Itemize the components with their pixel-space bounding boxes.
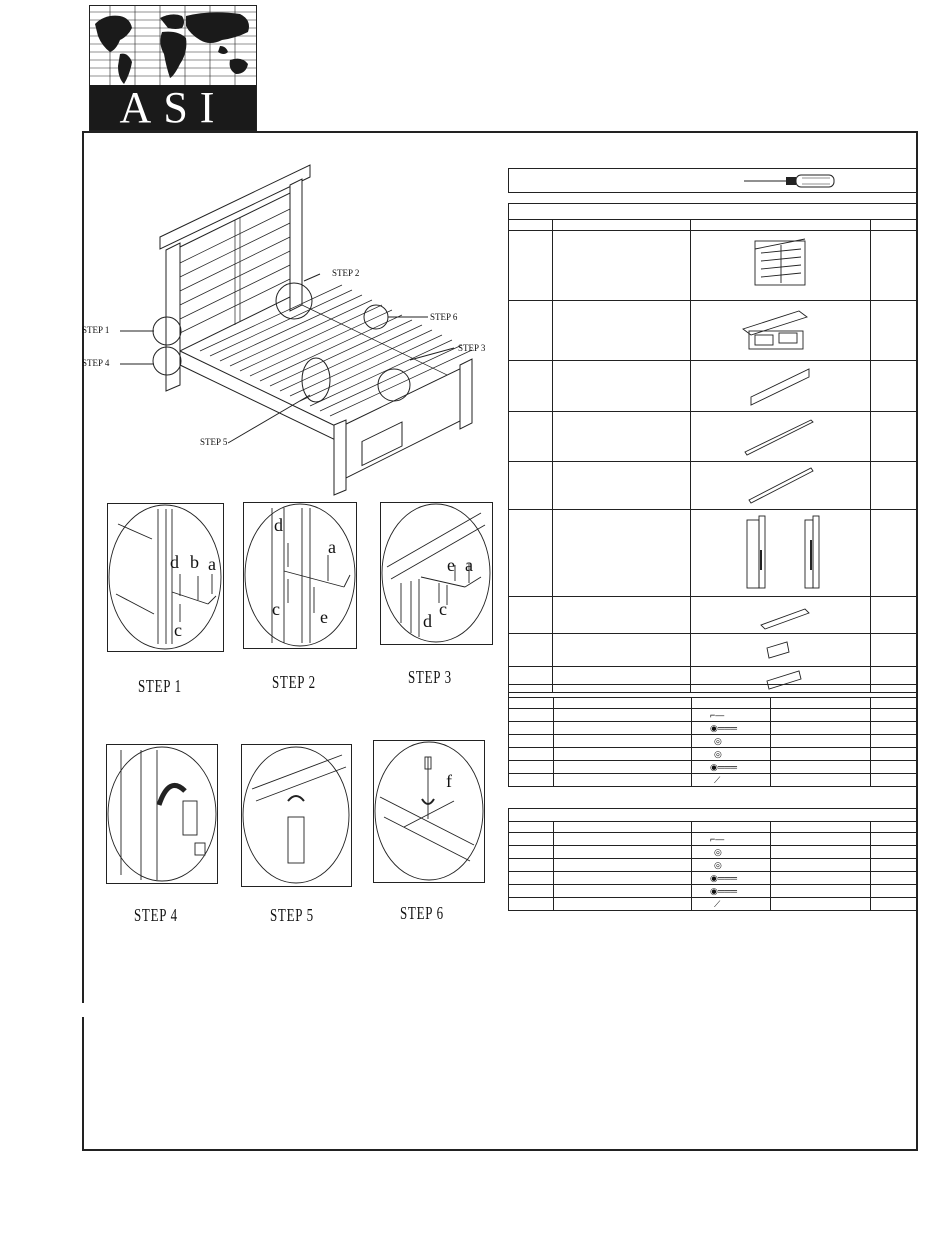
- allen-key-icon: ⌐—: [709, 710, 725, 720]
- parts-table-title-row: [509, 204, 918, 220]
- part-footboard-icon: [691, 301, 870, 358]
- frame-gap: [80, 1003, 86, 1017]
- step1-letter-a: a: [208, 554, 216, 574]
- step4-detail: [106, 744, 218, 884]
- bed-callout-step1: STEP 1: [82, 325, 110, 335]
- step3-label: STEP 3: [408, 667, 452, 687]
- step2-letter-e: e: [320, 607, 328, 627]
- part-support-bar-icon: [691, 597, 870, 631]
- washer-icon: ◎: [713, 735, 722, 746]
- screw-icon: ⟋: [713, 774, 721, 785]
- hardware-table-1: [508, 684, 918, 787]
- part-block-icon: [691, 634, 870, 664]
- hardware-table-2-title-row: [509, 809, 918, 822]
- asi-logo: [89, 5, 257, 131]
- step5-detail: [241, 744, 352, 887]
- allen-key-icon: ⌐—: [709, 834, 725, 844]
- bed-callout-step5: STEP 5: [200, 437, 228, 447]
- part-headboard-icon: [691, 231, 870, 298]
- bed-assembly-drawing: [80, 155, 500, 495]
- part-center-rail-icon: [691, 462, 870, 507]
- lock-washer-icon: ◎: [713, 748, 722, 759]
- bed-callout-step4: STEP 4: [82, 358, 110, 368]
- step2-detail: [243, 502, 357, 649]
- step6-letter-f: f: [446, 771, 452, 791]
- screw-icon: ⟋: [713, 898, 721, 909]
- step3-letter-e: e: [447, 555, 455, 575]
- part-side-rail-icon: [691, 361, 870, 409]
- lock-washer-icon: ◎: [713, 859, 722, 870]
- tools-box: [508, 168, 918, 193]
- step6-drawing: [374, 741, 484, 882]
- step2-letter-d: d: [274, 515, 283, 535]
- step3-letter-a: a: [465, 555, 473, 575]
- part-posts-icon: [691, 510, 870, 594]
- step6-detail: [373, 740, 485, 883]
- screwdriver-icon: [744, 173, 844, 189]
- step1-drawing: [108, 504, 223, 651]
- bed-callout-step3: STEP 3: [458, 343, 486, 353]
- washer-icon: ◎: [713, 846, 722, 857]
- step3-detail: [380, 502, 493, 645]
- step1-letter-d: d: [170, 552, 179, 572]
- bed-callout-step2: STEP 2: [332, 268, 360, 278]
- hardware-table-2: [508, 808, 918, 911]
- step1-letter-b: b: [190, 552, 199, 572]
- part-slat-rail-icon: [691, 412, 870, 459]
- step3-drawing: [381, 503, 492, 644]
- step4-label: STEP 4: [134, 905, 178, 925]
- step1-letter-c: c: [174, 620, 182, 640]
- bolt-icon: ◉═══: [709, 722, 737, 733]
- logo-text: ASI: [119, 83, 227, 131]
- bolt-icon: ◉═══: [709, 872, 737, 883]
- hardware-table-1-title-row: [509, 685, 918, 698]
- bolt-icon: ◉═══: [709, 885, 737, 896]
- step1-detail: [107, 503, 224, 652]
- step2-drawing: [244, 503, 356, 648]
- step3-letter-d: d: [423, 611, 432, 631]
- bolt-icon: ◉═══: [709, 761, 737, 772]
- step5-label: STEP 5: [270, 905, 314, 925]
- step6-label: STEP 6: [400, 903, 444, 923]
- step2-label: STEP 2: [272, 672, 316, 692]
- parts-table: [508, 203, 918, 693]
- step1-label: STEP 1: [138, 676, 182, 696]
- step2-letter-c: c: [272, 599, 280, 619]
- step4-drawing: [107, 745, 217, 883]
- step2-letter-a: a: [328, 537, 336, 557]
- step3-letter-c: c: [439, 599, 447, 619]
- world-map-icon: [90, 6, 256, 86]
- bed-callout-step6: STEP 6: [430, 312, 458, 322]
- step5-drawing: [242, 745, 351, 886]
